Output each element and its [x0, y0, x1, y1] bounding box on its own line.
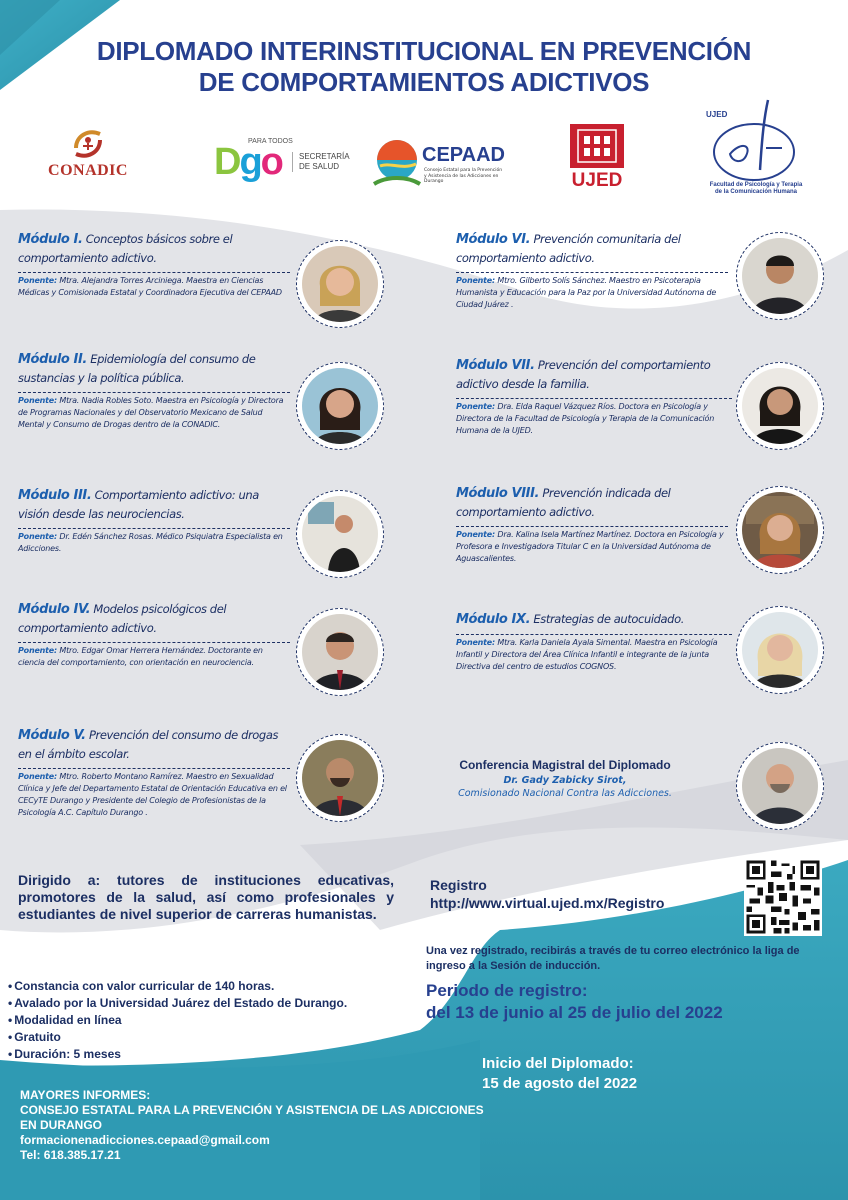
module-title-text: Comportamiento adictivo: una visión desde las neurociencias.: [18, 488, 259, 521]
module-divider: [456, 398, 732, 399]
person-avatar-icon: [742, 368, 818, 444]
module-number: Módulo VIII.: [456, 486, 540, 501]
module-title-text: Estrategias de autocuidado.: [533, 612, 684, 626]
person-avatar-icon: [302, 246, 378, 322]
dgo-tagline: PARA TODOS: [248, 138, 293, 145]
module-title: [456, 356, 732, 393]
module-title: [18, 726, 290, 763]
audience-text: Dirigido a: tutores de instituciones educativas, promotores de la salud, así como profesionales y estudiantes de nivel superior de carreras humanistas.: [18, 872, 394, 922]
module-title-text: Modelos psicológicos del comportamiento adictivo.: [18, 602, 227, 635]
list-item: • Avalado por la Universidad Juárez del Estado de Durango.: [8, 995, 418, 1012]
module-title: [456, 610, 732, 629]
module-1: [18, 230, 290, 299]
ponente-label: Ponente:: [456, 530, 496, 539]
contact-block: [20, 1088, 660, 1163]
list-item: • Modalidad en línea: [8, 1012, 418, 1029]
module-title: [18, 350, 290, 387]
registration-label: Registro: [430, 877, 487, 893]
speaker-text: Dr. Edén Sánchez Rosas. Médico Psiquiatra Especialista en Adicciones.: [18, 532, 283, 553]
module-title: [456, 230, 728, 267]
conference-speaker-name: Dr. Gady Zabicky Sirot,: [503, 775, 627, 786]
secretaria-salud-label: SECRETARÍA DE SALUD: [292, 152, 358, 172]
module-number: Módulo IX.: [456, 612, 531, 627]
dgo-letter-o: o: [260, 141, 282, 183]
contact-email[interactable]: formacionenadicciones.cepaad@gmail.com: [20, 1133, 270, 1147]
module-title-text: Prevención del consumo de drogas en el ámbito escolar.: [18, 728, 279, 761]
start-label: Inicio del Diplomado:: [482, 1055, 634, 1072]
module-5: [18, 726, 290, 819]
module-number: Módulo I.: [18, 232, 83, 247]
person-avatar-icon: [742, 748, 818, 824]
list-item: • Duración: 5 meses: [8, 1046, 418, 1063]
speaker-text: Mtra. Nadia Robles Soto. Maestra en Psicología y Directora de Programas Nacionales y del Observatorio Mexicano de Salud Mental y Consumo de Drogas dentro de la CONADIC.: [18, 396, 284, 429]
module-title: [18, 486, 290, 523]
dgo-letter-d: D: [214, 141, 240, 183]
conference-title: Conferencia Magistral del Diplomado: [459, 758, 671, 772]
module-speaker: [456, 637, 732, 673]
registration-note: Una vez registrado, recibirás a través de tu correo electrónico la liga de ingreso a la Sesión de inducción.: [426, 945, 800, 972]
conadic-emblem-icon: [70, 126, 106, 162]
module-speaker: [18, 395, 290, 431]
title-line-1: DIPLOMADO INTERINSTITUCIONAL EN PREVENCIÓN: [96, 36, 752, 66]
person-avatar-icon: [742, 612, 818, 688]
module-2: [18, 350, 290, 431]
speaker-text: Mtra. Alejandra Torres Arciniega. Maestra en Ciencias Médicas y Comisionada Estatal y Coordinadora Ejecutiva del CEPAAD: [18, 276, 282, 297]
module-speaker: [18, 531, 290, 555]
ponente-label: Ponente:: [456, 402, 496, 411]
module-speaker: [456, 401, 732, 437]
module-title-text: Epidemiología del consumo de sustancias y la política pública.: [18, 352, 256, 385]
dgo-logo: [212, 138, 352, 188]
person-avatar-icon: [302, 740, 378, 816]
module-divider: [18, 528, 290, 529]
registration-link[interactable]: http://www.virtual.ujed.mx/Registro: [430, 895, 665, 911]
speaker-text: Mtro. Gilberto Solís Sánchez. Maestro en Psicoterapia Humanista y Educación para la Paz por la Universidad Autónoma de Ciudad Juárez .: [456, 276, 717, 309]
contact-org-line-1: CONSEJO ESTATAL PARA LA PREVENCIÓN Y ASISTENCIA DE LAS ADICCIONES: [20, 1103, 484, 1117]
speaker-photo-module-4: [296, 608, 384, 696]
facultad-ujed-label: UJED: [706, 110, 728, 119]
module-6: [456, 230, 728, 311]
module-speaker: [456, 275, 728, 311]
speaker-text: Dra. Elda Raquel Vázquez Ríos. Doctora en Psicología y Directora de la Facultad de Psicología y Terapia de la Comunicación Humana de la UJED.: [456, 402, 715, 435]
features-list: [8, 978, 418, 1063]
facultad-caption: Facultad de Psicología y Terapia de la Comunicación Humana: [709, 182, 803, 195]
module-speaker: [18, 645, 290, 669]
conference-speaker-role: Comisionado Nacional Contra las Adicciones.: [458, 788, 672, 799]
list-item: • Constancia con valor curricular de 140 horas.: [8, 978, 418, 995]
list-item: • Gratuito: [8, 1029, 418, 1046]
ponente-label: Ponente:: [18, 646, 58, 655]
speaker-photo-module-5: [296, 734, 384, 822]
facultad-psicologia-logo: [706, 98, 802, 202]
speaker-photo-module-9: [736, 606, 824, 694]
module-8: [456, 484, 728, 565]
module-divider: [18, 642, 290, 643]
speaker-text: Mtro. Edgar Omar Herrera Hernández. Doctorante en ciencia del comportamiento, con orientación en neurociencia.: [18, 646, 263, 667]
ponente-label: Ponente:: [456, 638, 496, 647]
module-title-text: Prevención del comportamiento adictivo desde la familia.: [456, 358, 711, 391]
contact-org-line-2: EN DURANGO: [20, 1118, 103, 1132]
ujed-building-icon: [568, 122, 626, 170]
page-title: [60, 36, 788, 98]
module-number: Módulo VI.: [456, 232, 531, 247]
module-divider: [456, 272, 728, 273]
conadic-wordmark: CONADIC: [48, 162, 128, 179]
module-title-text: Prevención comunitaria del comportamiento adictivo.: [456, 232, 681, 265]
module-7: [456, 356, 732, 437]
speaker-photo-conference: [736, 742, 824, 830]
module-speaker: [18, 275, 290, 299]
person-avatar-icon: [742, 238, 818, 314]
module-number: Módulo II.: [18, 352, 87, 367]
module-divider: [18, 768, 290, 769]
module-4: [18, 600, 290, 669]
module-divider: [18, 272, 290, 273]
dgo-letter-g: g: [239, 141, 261, 183]
speaker-photo-module-2: [296, 362, 384, 450]
start-date: 15 de agosto del 2022: [482, 1075, 638, 1092]
ujed-logo: [568, 122, 626, 198]
cepaad-logo: [372, 136, 506, 194]
module-title: [18, 230, 290, 267]
module-number: Módulo III.: [18, 488, 92, 503]
module-3: [18, 486, 290, 555]
module-divider: [18, 392, 290, 393]
module-title-text: Conceptos básicos sobre el comportamiento adictivo.: [18, 232, 233, 265]
person-avatar-icon: [302, 368, 378, 444]
registration-period: [426, 980, 826, 1024]
conference-block: [430, 756, 700, 801]
cepaad-wordmark: CEPAAD: [422, 144, 505, 166]
speaker-text: Mtra. Karla Daniela Ayala Simental. Maestra en Psicología Infantil y Directora del Área Clínica Infantil e integrante de la junta Directiva del centro de estudios COGNOS.: [456, 638, 718, 671]
speaker-photo-module-8: [736, 486, 824, 574]
module-title: [18, 600, 290, 637]
speaker-photo-module-3: [296, 490, 384, 578]
period-label: Periodo de registro:: [426, 981, 588, 1000]
ponente-label: Ponente:: [456, 276, 496, 285]
module-number: Módulo IV.: [18, 602, 91, 617]
module-speaker: [18, 771, 290, 819]
period-dates: del 13 de junio al 25 de julio del 2022: [426, 1003, 723, 1022]
cepaad-description: Consejo Estatal para la Prevención y Asistencia de las Adicciones en Durango: [424, 168, 503, 184]
conadic-logo: [40, 126, 136, 184]
module-speaker: [456, 529, 728, 565]
ujed-wordmark: UJED: [571, 170, 623, 191]
module-9: [456, 610, 732, 673]
module-title: [456, 484, 728, 521]
module-title-text: Prevención indicada del comportamiento adictivo.: [456, 486, 671, 519]
module-number: Módulo V.: [18, 728, 86, 743]
dgo-wordmark: [214, 142, 282, 182]
speaker-photo-module-7: [736, 362, 824, 450]
ponente-label: Ponente:: [18, 772, 58, 781]
qr-code-icon[interactable]: [744, 858, 822, 936]
cepaad-emblem-icon: [372, 136, 422, 192]
speaker-text: Mtro. Roberto Montano Ramírez. Maestro en Sexualidad Clínica y Jefe del Departamento Estatal de Orientación Educativa en el CECyTE Durango y Presidente del Colegio de Profesionistas de la Psicología A.C. Capítulo Durango .: [18, 772, 287, 817]
module-number: Módulo VII.: [456, 358, 535, 373]
person-avatar-icon: [742, 492, 818, 568]
module-divider: [456, 526, 728, 527]
title-line-2: DE COMPORTAMIENTOS ADICTIVOS: [198, 67, 650, 97]
ponente-label: Ponente:: [18, 532, 58, 541]
contact-phone[interactable]: Tel: 618.385.17.21: [20, 1148, 121, 1162]
module-divider: [456, 634, 732, 635]
speaker-photo-module-1: [296, 240, 384, 328]
person-avatar-icon: [302, 496, 378, 572]
person-avatar-icon: [302, 614, 378, 690]
ponente-label: Ponente:: [18, 396, 58, 405]
speaker-photo-module-6: [736, 232, 824, 320]
ponente-label: Ponente:: [18, 276, 58, 285]
speaker-text: Dra. Kalina Isela Martínez Martínez. Doctora en Psicología y Profesora e Investigadora Titular C en la Universidad Autónoma de Aguascalientes.: [456, 530, 724, 563]
contact-heading: MAYORES INFORMES:: [20, 1088, 151, 1102]
